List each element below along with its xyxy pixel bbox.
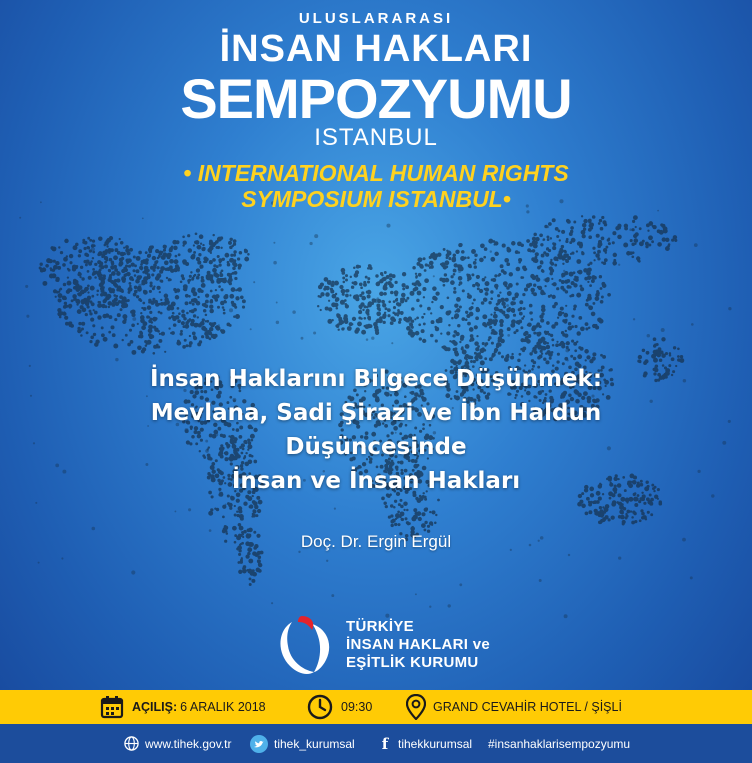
event-info-bar [0, 690, 752, 724]
venue-info [406, 690, 622, 724]
organization-name-line: TÜRKİYE [346, 618, 414, 635]
date-label: AÇILIŞ: [132, 700, 178, 714]
calendar-icon [100, 695, 124, 719]
facebook-link[interactable] [378, 724, 472, 763]
english-title-line-2: SYMPOSIUM ISTANBUL• [241, 186, 511, 212]
hashtag [488, 724, 630, 763]
organization-block [272, 608, 522, 680]
organization-name-line: EŞİTLİK KURUMU [346, 654, 479, 671]
date-info [100, 690, 266, 724]
twitter-icon [250, 735, 268, 753]
twitter-handle: tihek_kurumsal [274, 736, 355, 751]
location-pin-icon [406, 694, 426, 720]
social-bar [0, 724, 752, 763]
venue-value: GRAND CEVAHİR HOTEL / ŞİŞLİ [433, 700, 622, 714]
talk-title-line: İnsan Haklarını Bilgece Düşünmek: [149, 366, 603, 392]
pre-title: ULUSLARARASI [298, 10, 454, 27]
website-text: www.tihek.gov.tr [145, 736, 232, 751]
title-line-2: SEMPOZYUMU [180, 67, 572, 130]
twitter-link[interactable] [250, 724, 355, 763]
clock-icon [307, 694, 333, 720]
facebook-icon: f [381, 734, 389, 753]
facebook-handle: tihekkurumsal [398, 736, 473, 751]
talk-title-line: Mevlana, Sadi Şirazi ve İbn Haldun [150, 400, 602, 426]
website-link[interactable] [124, 724, 231, 763]
speaker-name: Doç. Dr. Ergin Ergül [300, 532, 452, 551]
date-value: 6 ARALIK 2018 [180, 700, 266, 714]
organization-name-line: İNSAN HAKLARI ve [346, 636, 490, 653]
time-value: 09:30 [341, 700, 373, 714]
hashtag-text: #insanhaklarisempozyumu [488, 736, 631, 751]
english-title-line-1: • INTERNATIONAL HUMAN RIGHTS [183, 160, 569, 186]
title-city: ISTANBUL [314, 124, 438, 151]
talk-title-line: Düşüncesinde [285, 434, 467, 460]
talk-title-line: İnsan ve İnsan Hakları [231, 468, 521, 494]
globe-icon [124, 736, 139, 751]
title-line-1: İNSAN HAKLARI [219, 28, 533, 70]
tihek-logo-icon [272, 608, 338, 680]
talk-title [0, 362, 752, 498]
time-info [307, 690, 372, 724]
